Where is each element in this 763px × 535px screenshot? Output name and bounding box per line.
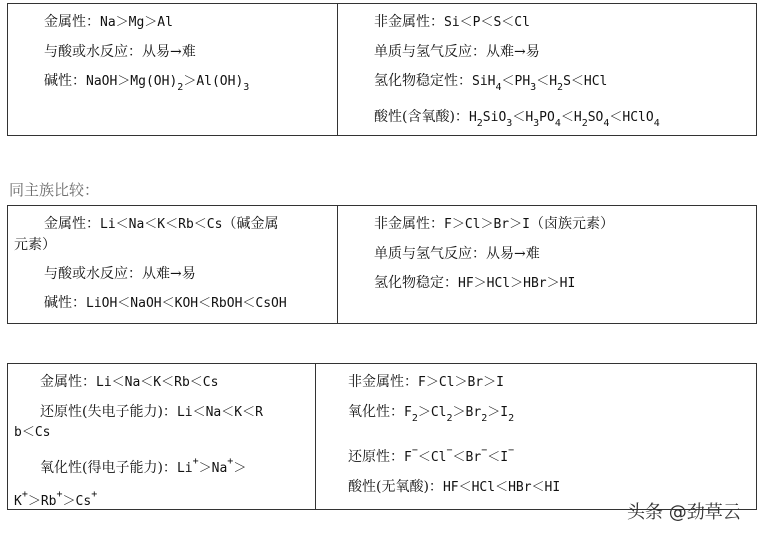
metal-cell <box>8 4 338 135</box>
acidity-line: 酸性(含氧酸)：$H_2SiO_3<H_3PO_4<H_2SO_4<HClO_4$ <box>374 109 660 129</box>
redox-metallicity-line: 金属性：Li＜Na＜K＜Rb＜Cs <box>40 374 219 390</box>
reducibility-wrap-line: b＜Cs <box>14 425 51 440</box>
halogen-redox-cell <box>316 364 756 509</box>
halogen-reaction-line: 单质与氢气反应：从易→难 <box>374 246 540 262</box>
section-heading: 同主族比较： <box>9 181 100 199</box>
nonmetal-cell <box>338 4 756 135</box>
nonmetallicity-line: 非金属性：Si＜P＜S＜Cl <box>374 14 530 30</box>
reaction-line: 与酸或水反应：从易→难 <box>44 44 196 60</box>
redox-comparison-table <box>7 363 757 510</box>
halogen-hydride-line: 氢化物稳定：HF＞HCl＞HBr＞HI <box>374 275 576 291</box>
watermark: 头条 @劲草云 <box>627 502 741 523</box>
reducing-cell <box>8 364 316 509</box>
alkali-metallicity-line: 金属性：Li＜Na＜K＜Rb＜Cs（碱金属 <box>44 216 279 232</box>
anion-reducibility-line: 还原性：F−＜Cl−＜Br−＜I− <box>348 445 515 465</box>
alkali-basicity-line: 碱性：LiOH＜NaOH＜KOH＜RbOH＜CsOH <box>44 295 287 311</box>
basicity-line: 碱性：$NaOH>Mg(OH)_2>Al(OH)_3$ <box>44 73 250 93</box>
metallicity-line: 金属性：Na＞Mg＞Al <box>44 14 173 30</box>
halogen-cell <box>338 206 756 323</box>
alkali-wrap-line: 元素） <box>14 237 56 253</box>
oxidizability-line: 氧化性：$F_2>Cl_2>Br_2>I_2$ <box>348 404 515 424</box>
reducibility-line: 还原性(失电子能力)：Li＜Na＜K＜R <box>40 404 263 420</box>
alkali-reaction-line: 与酸或水反应：从难→易 <box>44 266 196 282</box>
halogen-nonmetallicity-line: 非金属性：F＞Cl＞Br＞I（卤族元素） <box>374 216 614 232</box>
period-comparison-table <box>7 3 757 136</box>
redox-nonmetallicity-line: 非金属性：F＞Cl＞Br＞I <box>348 374 504 390</box>
group-comparison-table <box>7 205 757 324</box>
hydrogen-reaction-line: 单质与氢气反应：从难→易 <box>374 44 540 60</box>
hydride-stability-line: 氢化物稳定性：$SiH_4<PH_3<H_2S<HCl$ <box>374 73 608 93</box>
anaerobic-acidity-line: 酸性(无氧酸)：HF＜HCl＜HBr＜HI <box>348 479 561 495</box>
ion-oxidizability-line: 氧化性(得电子能力)：Li+＞Na+＞ <box>40 456 247 476</box>
ion-oxidizability-wrap-line: K+＞Rb+＞Cs+ <box>14 489 98 509</box>
alkali-cell <box>8 206 338 323</box>
